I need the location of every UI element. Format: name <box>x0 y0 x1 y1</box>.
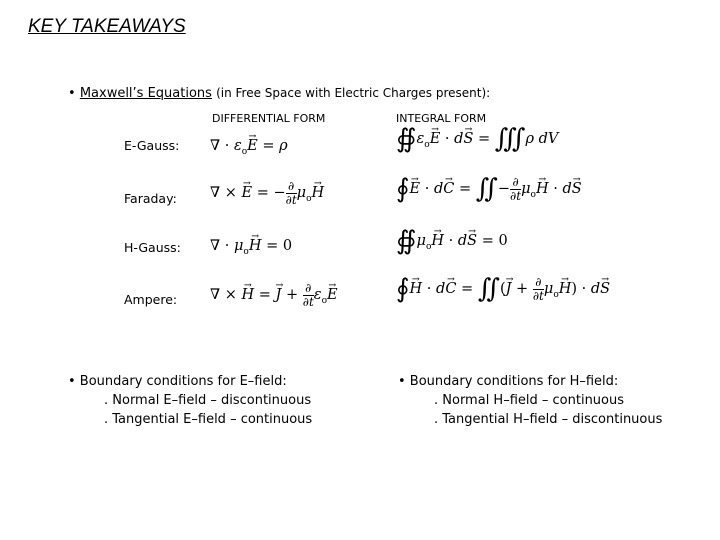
e-field-bc-heading: • Boundary conditions for E–field: <box>68 374 287 389</box>
h-gauss-integral-equation: $∯\mu_o\to H \cdot d\to S = 0$ <box>396 228 508 254</box>
h-gauss-label: H-Gauss: <box>124 240 181 255</box>
page-title: KEY TAKEAWAYS <box>28 16 186 37</box>
h-field-boundary-conditions <box>398 372 662 429</box>
bullet-glyph: • <box>68 86 76 101</box>
h-field-normal-condition: . Normal H–field – continuous <box>434 393 625 408</box>
faraday-integral-equation: ∮→ E · d→ C = ∬− $\frac{\partial}{\partial t}$ $\mu_o\to H \cdot d\to S$ <box>396 176 582 202</box>
e-field-normal-condition: . Normal E–field – discontinuous <box>104 393 312 408</box>
e-field-boundary-conditions <box>68 372 312 429</box>
integral-form-header: INTEGRAL FORM <box>396 112 487 125</box>
ampere-differential-equation: ∇ × → H = → J + $\frac{\partial}{\partial t}$ $\varepsilon_o\to E$ <box>210 282 338 308</box>
faraday-label: Faraday: <box>124 191 177 206</box>
faraday-differential-equation: ∇ × → E = − $\frac{\partial}{\partial t}$ $\mu_o\to H$ <box>210 180 324 206</box>
h-gauss-differential-equation: ∇ · $\mu_o\to H = 0$ <box>210 238 292 257</box>
e-field-tangential-condition: . Tangential E–field – continuous <box>104 412 313 427</box>
e-gauss-label: E-Gauss: <box>124 138 180 153</box>
ampere-label: Ampere: <box>124 292 178 307</box>
ampere-integral-equation: ∮→ H · d→ C = ∬(→ J + $\frac{\partial}{\partial t}$ $\mu_o\to H) \cdot d\to S$ <box>396 276 610 302</box>
intro-subtitle: (in Free Space with Electric Charges present): <box>216 86 491 100</box>
h-field-tangential-condition: . Tangential H–field – discontinuous <box>434 412 663 427</box>
e-gauss-differential-equation: ∇ · $\varepsilon_o\to E = \rho$ <box>210 138 288 157</box>
e-gauss-integral-equation: $∯\varepsilon_o\to E \cdot d\to S$ = ∭ρ dV <box>396 126 558 152</box>
h-field-bc-heading: • Boundary conditions for H–field: <box>398 374 619 389</box>
maxwell-equations-heading: Maxwell’s Equations <box>79 86 212 101</box>
differential-form-header: DIFFERENTIAL FORM <box>212 112 326 125</box>
intro-bullet <box>68 86 490 101</box>
